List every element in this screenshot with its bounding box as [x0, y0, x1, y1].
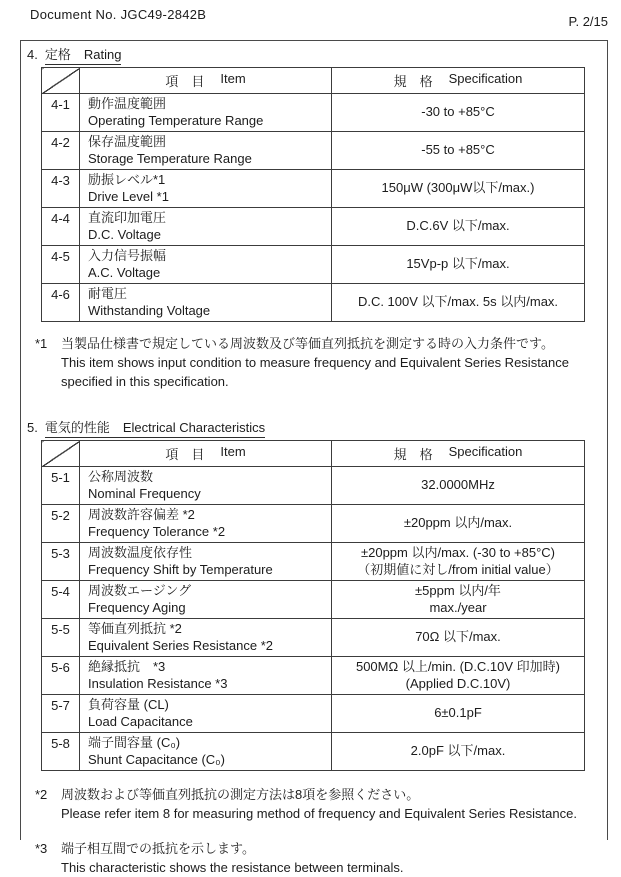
page-number: P. 2/15 [568, 14, 608, 29]
spec-cell [332, 284, 585, 322]
item-japanese: 端子間容量 (C₀) [88, 735, 181, 750]
spec-cell [332, 733, 585, 771]
item-english: Insulation Resistance *3 [88, 675, 228, 691]
footnote-2-japanese: 周波数および等価直列抵抗の測定方法は8項を参照ください。 [61, 787, 420, 802]
footnote-1-text [61, 334, 569, 391]
item-header-english: Item [220, 71, 246, 86]
item-japanese: 周波数許容偏差 *2 [88, 507, 195, 522]
footnote-1-marker: *1 [35, 336, 48, 351]
item-japanese: 周波数エージング [88, 583, 192, 598]
item-header-japanese: 項 目 [165, 447, 205, 462]
row-number-cell: 5-2 [42, 505, 80, 543]
spec-line-1: -55 to +85°C [421, 142, 495, 158]
footnote-3-marker: *3 [35, 841, 48, 856]
row-number-cell: 4-4 [42, 208, 80, 246]
item-english: Equivalent Series Resistance *2 [88, 637, 273, 653]
item-cell [80, 208, 332, 246]
row-number-cell: 4-5 [42, 246, 80, 284]
spec-cell [332, 695, 585, 733]
electrical-table-header-row [42, 441, 585, 467]
item-english: Frequency Shift by Temperature [88, 561, 273, 577]
spec-column-header [332, 68, 585, 94]
item-cell [80, 657, 332, 695]
spec-line-1: 500MΩ 以上/min. (D.C.10V 印加時) [355, 659, 561, 674]
item-japanese: 等価直列抵抗 *2 [88, 621, 182, 636]
table-row [42, 246, 585, 284]
item-english: Nominal Frequency [88, 485, 201, 501]
spec-line-1: ±20ppm 以内/max. [403, 515, 513, 531]
row-number-cell: 4-2 [42, 132, 80, 170]
rating-table-header-row [42, 68, 585, 94]
table-row [42, 657, 585, 695]
spec-line-1: -30 to +85°C [421, 104, 495, 120]
item-cell [80, 505, 332, 543]
footnote-1-japanese: 当製品仕様書で規定している周波数及び等価直列抵抗を測定する時の入力条件です。 [61, 336, 554, 351]
spec-line-1: D.C.6V 以下/max. [406, 218, 510, 234]
spec-column-header [332, 441, 585, 467]
spec-line-1: ±20ppm 以内/max. (-30 to +85°C) [360, 545, 556, 560]
item-english: Operating Temperature Range [88, 112, 264, 128]
row-number-cell: 5-8 [42, 733, 80, 771]
table-row [42, 695, 585, 733]
item-japanese: 公称周波数 [88, 469, 154, 484]
item-japanese: 耐電圧 [88, 286, 128, 301]
item-japanese: 直流印加電圧 [88, 210, 167, 225]
item-japanese: 入力信号振幅 [88, 248, 167, 263]
spec-cell [332, 467, 585, 505]
item-english: Drive Level *1 [88, 188, 169, 204]
spec-header-japanese: 規 格 [393, 74, 433, 89]
item-japanese: 保存温度範囲 [88, 134, 167, 149]
footnote-2 [35, 785, 607, 823]
footnote-1 [35, 334, 607, 391]
spec-cell [332, 208, 585, 246]
spec-cell [332, 581, 585, 619]
row-number-cell: 5-6 [42, 657, 80, 695]
row-number-cell: 5-1 [42, 467, 80, 505]
item-english: Storage Temperature Range [88, 150, 252, 166]
spec-cell [332, 94, 585, 132]
spec-line-2: (Applied D.C.10V) [405, 675, 511, 691]
footnote-2-text [61, 785, 577, 823]
spec-cell [332, 170, 585, 208]
section-4-heading: 定格 Rating [45, 44, 122, 65]
item-english: A.C. Voltage [88, 264, 161, 280]
spec-cell [332, 543, 585, 581]
item-english: Load Capacitance [88, 713, 193, 729]
footnote-1-english-line1: This item shows input condition to measure frequency and Equivalent Series Resistance [61, 355, 569, 370]
spec-cell [332, 657, 585, 695]
table-row [42, 733, 585, 771]
item-column-header [80, 68, 332, 94]
spec-line-2: （初期値に対し/from initial value） [357, 561, 559, 577]
footnote-3 [35, 839, 607, 877]
table-row [42, 543, 585, 581]
row-number-cell: 5-4 [42, 581, 80, 619]
item-english: D.C. Voltage [88, 226, 161, 242]
section-5-title [27, 417, 607, 438]
table-row [42, 619, 585, 657]
page-frame [20, 40, 608, 875]
item-cell [80, 246, 332, 284]
section-5-heading: 電気的性能 Electrical Characteristics [45, 417, 265, 438]
item-cell [80, 581, 332, 619]
footnote-3-text [61, 839, 403, 877]
footnote-2-marker: *2 [35, 787, 48, 802]
spec-cell [332, 619, 585, 657]
item-cell [80, 284, 332, 322]
spec-cell [332, 246, 585, 284]
spec-cell [332, 132, 585, 170]
footnote-2-english: Please refer item 8 for measuring method of frequency and Equivalent Series Resistance. [61, 806, 577, 821]
spec-line-1: 6±0.1pF [434, 705, 482, 721]
item-cell [80, 170, 332, 208]
spec-line-1: 150μW (300μW以下/max.) [381, 180, 535, 196]
item-japanese: 動作温度範囲 [88, 96, 167, 111]
item-column-header [80, 441, 332, 467]
item-cell [80, 619, 332, 657]
table-row [42, 581, 585, 619]
table-row [42, 284, 585, 322]
item-cell [80, 695, 332, 733]
item-english: Withstanding Voltage [88, 302, 211, 318]
spec-header-english: Specification [448, 71, 523, 86]
section-5-number: 5. [27, 420, 38, 435]
footnote-3-japanese: 端子相互間での抵抗を示します。 [61, 841, 255, 856]
row-number-cell: 5-5 [42, 619, 80, 657]
row-number-cell: 4-3 [42, 170, 80, 208]
table-row [42, 132, 585, 170]
item-japanese: 絶縁抵抗 *3 [88, 659, 166, 674]
footnote-3-english: This characteristic shows the resistance between terminals. [61, 860, 404, 875]
spec-header-japanese: 規 格 [393, 447, 433, 462]
spec-header-english: Specification [448, 444, 523, 459]
table-row [42, 94, 585, 132]
document-number: Document No. JGC49-2842B [30, 7, 207, 22]
row-number-cell: 5-3 [42, 543, 80, 581]
item-header-english: Item [220, 444, 246, 459]
spec-line-1: 15Vp-p 以下/max. [406, 256, 510, 272]
item-header-japanese: 項 目 [165, 74, 205, 89]
item-cell [80, 94, 332, 132]
rating-table [41, 67, 585, 322]
item-cell [80, 132, 332, 170]
item-japanese: 負荷容量 (CL) [88, 697, 169, 712]
spec-line-1: 32.0000MHz [421, 477, 495, 493]
spec-line-1: 2.0pF 以下/max. [410, 743, 506, 759]
item-english: Frequency Aging [88, 599, 186, 615]
diagonal-header-cell [42, 68, 80, 94]
spec-cell [332, 505, 585, 543]
row-number-cell: 4-1 [42, 94, 80, 132]
section-4-title [27, 44, 607, 65]
item-english: Frequency Tolerance *2 [88, 523, 226, 539]
item-cell [80, 733, 332, 771]
footnote-1-english-line2: specified in this specification. [61, 374, 229, 389]
table-row [42, 505, 585, 543]
row-number-cell: 4-6 [42, 284, 80, 322]
table-row [42, 467, 585, 505]
section-4-number: 4. [27, 47, 38, 62]
item-japanese: 励振レベル*1 [88, 172, 166, 187]
spec-line-1: D.C. 100V 以下/max. 5s 以内/max. [357, 294, 559, 310]
item-cell [80, 467, 332, 505]
table-row [42, 208, 585, 246]
spec-line-1: ±5ppm 以内/年 [415, 583, 501, 598]
item-japanese: 周波数温度依存性 [88, 545, 193, 560]
diagonal-header-cell [42, 441, 80, 467]
spec-line-2: max./year [429, 599, 487, 615]
table-row [42, 170, 585, 208]
item-english: Shunt Capacitance (C₀) [88, 751, 225, 767]
spec-line-1: 70Ω 以下/max. [415, 629, 501, 645]
row-number-cell: 5-7 [42, 695, 80, 733]
item-cell [80, 543, 332, 581]
electrical-characteristics-table [41, 440, 585, 771]
